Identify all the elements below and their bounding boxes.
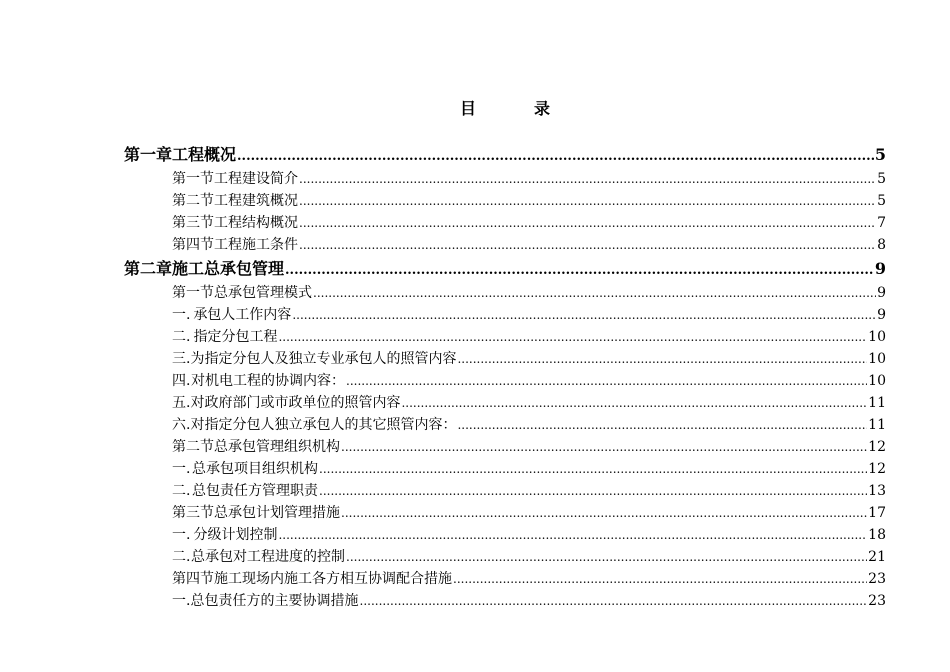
toc-entry-page-number: 12 xyxy=(868,439,886,455)
toc-entry-item[interactable] xyxy=(172,414,886,434)
toc-entry-page-number: 9 xyxy=(877,307,886,323)
toc-dot-leader xyxy=(360,594,868,608)
toc-dot-leader xyxy=(299,216,876,230)
toc-entry-number: 第一节 xyxy=(172,171,214,187)
toc-entry-title: 工程施工条件 xyxy=(214,237,298,253)
toc-entry-item[interactable] xyxy=(172,392,886,412)
page-title xyxy=(0,96,950,119)
toc-entry-title: 工程建筑概况 xyxy=(214,193,298,209)
toc-dot-leader xyxy=(319,462,867,476)
toc-entry-section[interactable] xyxy=(172,234,886,254)
toc-entry-page-number: 5 xyxy=(877,171,886,187)
toc-entry-title: 为指定分包人及独立专业承包人的照管内容 xyxy=(190,351,457,367)
toc-entry-section[interactable] xyxy=(172,282,886,302)
toc-dot-leader xyxy=(341,506,867,520)
toc-entry-title: 总承包计划管理措施 xyxy=(214,505,340,521)
toc-entry-number: 第四节 xyxy=(172,571,214,587)
toc-entry-page-number: 8 xyxy=(877,237,886,253)
toc-entry-item[interactable] xyxy=(172,304,886,324)
toc-entry-title: 总承包项目组织机构 xyxy=(192,461,319,477)
page-title-char-1: 目 xyxy=(459,99,476,118)
toc-entry-title: 总承包管理模式 xyxy=(214,285,312,301)
toc-entry-section[interactable] xyxy=(172,190,886,210)
toc-entry-title: 总包责任方管理职责 xyxy=(192,483,319,499)
toc-entry-number: 第三节 xyxy=(172,505,214,521)
toc-entry-number: 一. xyxy=(172,307,191,323)
toc-entry-section[interactable] xyxy=(172,168,886,188)
toc-entry-item[interactable] xyxy=(172,326,886,346)
toc-entry-title: 分级计划控制 xyxy=(193,527,278,543)
toc-entry-chapter[interactable] xyxy=(124,256,886,278)
toc-entry-page-number: 18 xyxy=(868,527,886,543)
toc-dot-leader xyxy=(237,149,874,164)
toc-entry-page-number: 11 xyxy=(868,395,886,411)
toc-dot-leader xyxy=(401,396,867,410)
toc-entry-number: 第一章 xyxy=(124,145,173,164)
toc-entry-number: 第一节 xyxy=(172,285,214,301)
toc-dot-leader xyxy=(341,440,867,454)
toc-entry-number: 二. xyxy=(172,549,191,565)
toc-entry-number: 二. xyxy=(172,329,191,345)
toc-entry-title: 对机电工程的协调内容： xyxy=(191,373,346,389)
toc-dot-leader xyxy=(278,330,867,344)
toc-dot-leader xyxy=(319,484,867,498)
toc-entry-number: 一. xyxy=(172,527,191,543)
toc-entry-title: 总承包对工程进度的控制 xyxy=(191,549,346,565)
toc-entry-item[interactable] xyxy=(172,524,886,544)
toc-entry-number: 一. xyxy=(172,461,191,477)
toc-dot-leader xyxy=(299,194,876,208)
toc-entry-item[interactable] xyxy=(172,590,886,610)
toc-entry-page-number: 10 xyxy=(868,373,886,389)
toc-entry-page-number: 23 xyxy=(868,571,886,587)
toc-entry-section[interactable] xyxy=(172,568,886,588)
toc-entry-item[interactable] xyxy=(172,348,886,368)
toc-entry-number: 三. xyxy=(172,351,191,367)
toc-entry-section[interactable] xyxy=(172,212,886,232)
toc-entry-title: 指定分包工程 xyxy=(193,329,278,345)
toc-entry-chapter[interactable] xyxy=(124,142,886,164)
toc-entry-page-number: 13 xyxy=(868,483,886,499)
toc-entry-title: 施工总承包管理 xyxy=(172,259,285,278)
toc-entry-page-number: 9 xyxy=(877,285,886,301)
toc-entry-item[interactable] xyxy=(172,546,886,566)
toc-entry-page-number: 12 xyxy=(868,461,886,477)
toc-entry-number: 第二章 xyxy=(124,259,173,278)
toc-entry-number: 第四节 xyxy=(172,237,214,253)
toc-entry-number: 四. xyxy=(172,373,191,389)
toc-entry-number: 二. xyxy=(172,483,191,499)
toc-entry-page-number: 23 xyxy=(868,593,886,609)
toc-entry-page-number: 5 xyxy=(877,193,886,209)
toc-entry-page-number: 17 xyxy=(868,505,886,521)
toc-entry-number: 五. xyxy=(172,395,191,411)
toc-entry-page-number: 21 xyxy=(868,549,886,565)
toc-entry-title: 对指定分包人独立承包人的其它照管内容： xyxy=(190,417,457,433)
toc-entry-section[interactable] xyxy=(172,436,886,456)
toc-entry-page-number: 9 xyxy=(874,259,886,278)
toc-dot-leader xyxy=(313,286,876,300)
toc-entry-item[interactable] xyxy=(172,480,886,500)
toc-entry-number: 第二节 xyxy=(172,193,214,209)
toc-dot-leader xyxy=(299,238,876,252)
toc-entry-page-number: 11 xyxy=(868,417,886,433)
toc-entry-page-number: 10 xyxy=(868,351,886,367)
toc-entry-title: 总承包管理组织机构 xyxy=(214,439,340,455)
toc-entry-page-number: 10 xyxy=(868,329,886,345)
toc-entry-title: 施工现场内施工各方相互协调配合措施 xyxy=(214,571,452,587)
toc-entry-number: 第二节 xyxy=(172,439,214,455)
toc-entry-item[interactable] xyxy=(172,458,886,478)
toc-entry-number: 一. xyxy=(172,593,191,609)
toc-dot-leader xyxy=(292,308,876,322)
toc-entry-title: 工程概况 xyxy=(172,145,237,164)
toc-entry-number: 六. xyxy=(172,417,191,433)
toc-dot-leader xyxy=(453,572,867,586)
toc-entry-page-number: 7 xyxy=(877,215,886,231)
toc-dot-leader xyxy=(299,172,876,186)
toc-entry-title: 承包人工作内容 xyxy=(193,307,292,323)
toc-entry-section[interactable] xyxy=(172,502,886,522)
toc-entry-page-number: 5 xyxy=(874,145,886,164)
toc-dot-leader xyxy=(285,263,874,278)
toc-dot-leader xyxy=(346,374,867,388)
toc-entry-item[interactable] xyxy=(172,370,886,390)
toc-entry-number: 第三节 xyxy=(172,215,214,231)
toc-entry-title: 工程建设简介 xyxy=(214,171,298,187)
toc-dot-leader xyxy=(278,528,867,542)
toc-entry-title: 对政府部门或市政单位的照管内容 xyxy=(190,395,401,411)
page-title-char-2: 录 xyxy=(534,99,551,118)
toc-dot-leader xyxy=(457,352,867,366)
toc-entry-title: 总包责任方的主要协调措施 xyxy=(190,593,359,609)
toc-entry-title: 工程结构概况 xyxy=(214,215,298,231)
toc-dot-leader xyxy=(457,418,867,432)
toc-dot-leader xyxy=(346,550,867,564)
